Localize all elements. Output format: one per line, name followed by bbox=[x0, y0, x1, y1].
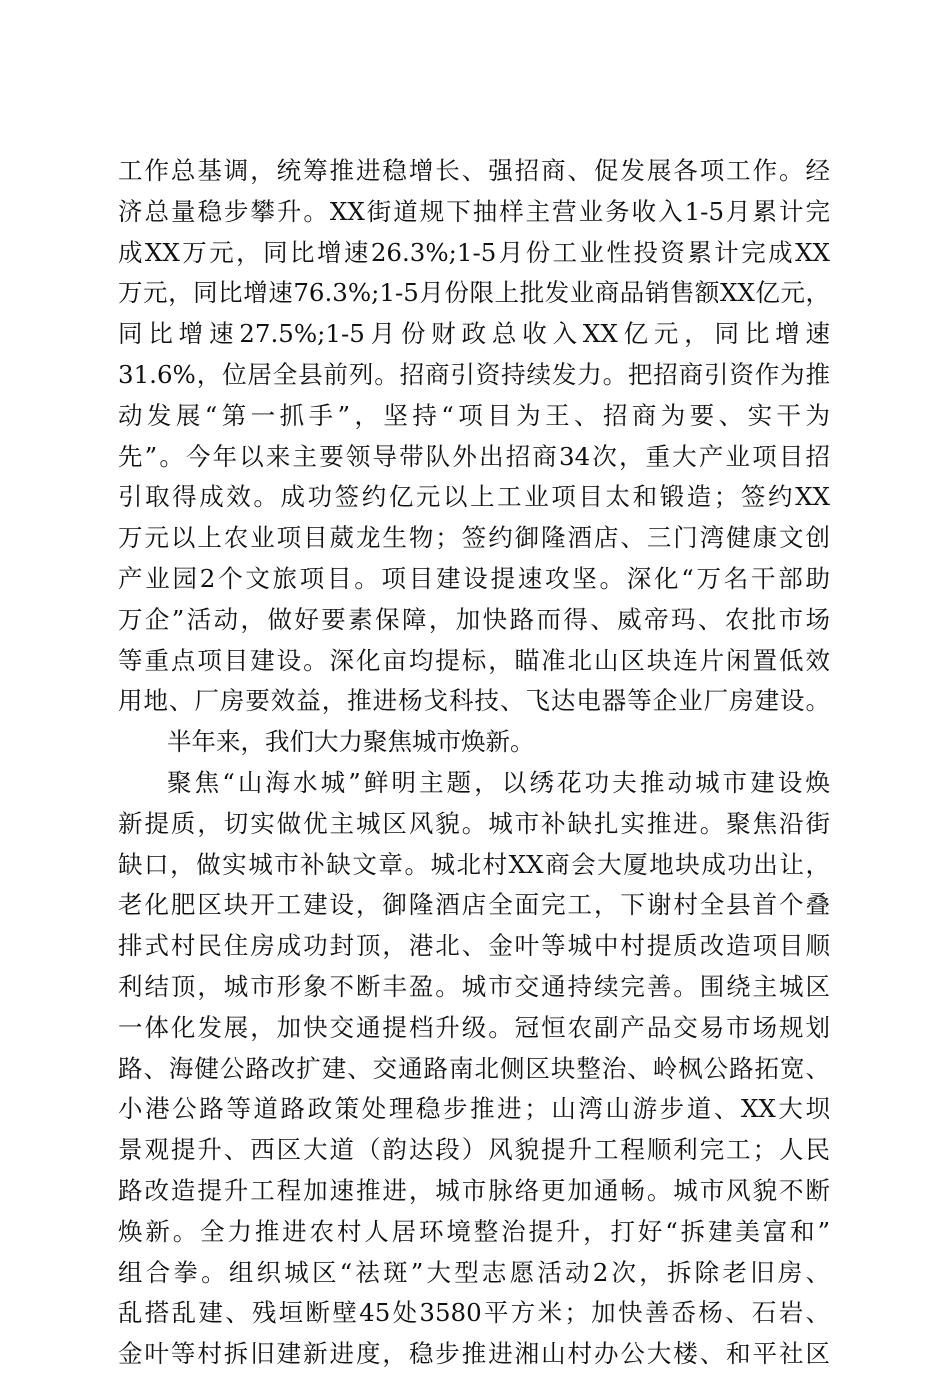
text-line: 景观提升、西区大道（韵达段）风貌提升工程顺利完工；人民 bbox=[118, 1135, 830, 1165]
text-line: 小港公路等道路政策处理稳步推进；山湾山游步道、XX大坝 bbox=[118, 1094, 830, 1124]
text-line: 产业园2个文旅项目。项目建设提速攻坚。深化“万名干部助 bbox=[118, 563, 830, 593]
text-line: 等重点项目建设。深化亩均提标，瞄准北山区块连片闲置低效 bbox=[118, 645, 830, 675]
body-text bbox=[118, 151, 830, 1375]
text-line: 新提质，切实做优主城区风貌。城市补缺扎实推进。聚焦沿街 bbox=[118, 808, 830, 838]
text-line: 引取得成效。成功签约亿元以上工业项目太和锻造；签约XX bbox=[118, 482, 830, 512]
text-line: 聚焦“山海水城”鲜明主题，以绣花功夫推动城市建设焕 bbox=[167, 767, 830, 797]
text-line: 路、海健公路改扩建、交通路南北侧区块整治、岭枫公路拓宽、 bbox=[118, 1053, 830, 1083]
text-line: 万元，同比增速76.3%;1-5月份限上批发业商品销售额XX亿元， bbox=[118, 278, 830, 308]
text-line: 成XX万元，同比增速26.3%;1-5月份工业性投资累计完成XX bbox=[118, 237, 830, 267]
text-line: 动发展“第一抓手”，坚持“项目为王、招商为要、实干为 bbox=[118, 400, 830, 430]
text-line: 万元以上农业项目葳龙生物；签约御隆酒店、三门湾健康文创 bbox=[118, 523, 830, 553]
text-line: 工作总基调，统筹推进稳增长、强招商、促发展各项工作。经 bbox=[118, 156, 830, 185]
text-line: 排式村民住房成功封顶，港北、金叶等城中村提质改造项目顺 bbox=[118, 931, 830, 961]
paragraph-city-renewal-heading bbox=[118, 722, 830, 763]
text-line: 组合拳。组织城区“祛斑”大型志愿活动2次，拆除老旧房、 bbox=[118, 1257, 830, 1287]
text-line: 用地、厂房要效益，推进杨戈科技、飞达电器等企业厂房建设。 bbox=[118, 686, 830, 716]
text-line: 一体化发展，加快交通提档升级。冠恒农副产品交易市场规划 bbox=[118, 1012, 830, 1042]
text-line: 济总量稳步攀升。XX街道规下抽样主营业务收入1-5月累计完 bbox=[118, 196, 830, 226]
text-line: 先”。今年以来主要领导带队外出招商34次，重大产业项目招 bbox=[118, 441, 830, 471]
paragraph-city-renewal bbox=[118, 763, 830, 1375]
text-line: 乱搭乱建、残垣断壁45处3580平方米；加快善岙杨、石岩、 bbox=[118, 1298, 830, 1328]
paragraph-economy bbox=[118, 151, 830, 722]
text-line: 利结顶，城市形象不断丰盈。城市交通持续完善。围绕主城区 bbox=[118, 971, 830, 1001]
text-line: 缺口，做实城市补缺文章。城北村XX商会大厦地块成功出让， bbox=[118, 849, 830, 879]
text-line: 老化肥区块开工建设，御隆酒店全面完工，下谢村全县首个叠 bbox=[118, 890, 830, 920]
text-line: 万企”活动，做好要素保障，加快路而得、威帝玛、农批市场 bbox=[118, 604, 830, 634]
text-line: 焕新。全力推进农村人居环境整治提升，打好“拆建美富和” bbox=[118, 1216, 830, 1246]
text-line: 金叶等村拆旧建新进度，稳步推进湘山村办公大楼、和平社区 bbox=[118, 1339, 830, 1369]
text-line: 半年来，我们大力聚焦城市焕新。 bbox=[167, 727, 535, 757]
text-line: 31.6%，位居全县前列。招商引资持续发力。把招商引资作为推 bbox=[118, 359, 830, 389]
text-line: 路改造提升工程加速推进，城市脉络更加通畅。城市风貌不断 bbox=[118, 1175, 830, 1205]
text-line: 同比增速27.5%;1-5月份财政总收入XX亿元，同比增速 bbox=[118, 319, 830, 349]
